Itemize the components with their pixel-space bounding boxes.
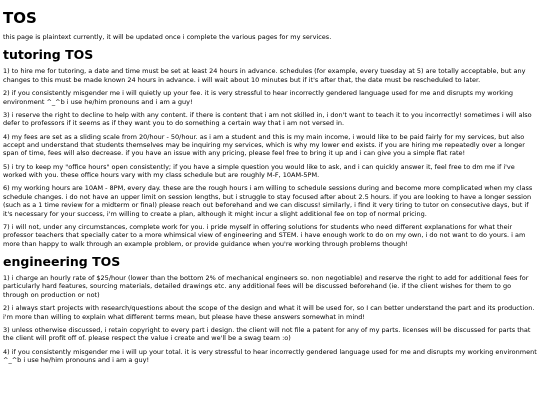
tutoring-item-1: 1) to hire me for tutoring, a date and time must be set at least 24 hours in advance. schedules (for example, every tuesday at 5) are totally acceptable, but any changes to this must be made known 24 hours in advance. i will wait about 10 minutes but if it's after that, the date must be rescheduled to later. [3,67,526,84]
intro-text: this page is plaintext currently, it will be updated once i complete the various pages for my services. [3,33,332,41]
tutoring-item-6: 6) my working hours are 10AM - 8PM, every day. these are the rough hours i am willing to schedule sessions during and become more complicated when my class schedule changes. i do not have an upper limit on session lengths, but i struggle to stay focused after about 2.5 hours. if you are looking to have a longer session (such as a 1 time review for a midterm or final) please reach out beforehand and we can discuss! similarly, i find it very tiring to tutor on consecutive days, but if it's necessary for your success, i'm willing to create a plan, although it might incur a slight additional fee on top of normal pricing. [3,184,533,218]
engineering-item-4: 4) if you consistently misgender me i will up your total. it is very stressful to hear incorrectly gendered language used for me and disrupts my working environment ^_^b i use he/him pronouns and i am a guy! [3,347,537,364]
engineering-item-3: 3) unless otherwise discussed, i retain copyright to every part i design. the client will not file a patent for any of my parts. licenses will be discussed for parts that the client will profit off of. please respect the value i create and we'll be a swag team :o) [3,325,531,343]
tutoring-item-2: 2) if you consistently misgender me i will quietly up your fee. it is very stressful to hear incorrectly gendered language used for me and disrupts my working environment ^_^b i use he/him pronouns and i am a guy! [3,89,514,106]
tutoring-item-7: 7) i will not, under any circumstances, complete work for you. i pride myself in offering solutions for students who need different explanations for what their professor teachers that specially cater to a more whimsical view of engineering and STEM. i have enough work to do on my own, i do not want to do yours. i am more than happy to walk through an example problem, or provide guidance when you're working through problems though! [3,222,526,248]
tutoring-item-5: 5) i try to keep my "office hours" open consistently; if you have a simple question you would like to ask, and i can quickly answer it, feel free to dm me if i've worked with you. these office hours vary with my class schedule but are roughly M-F, 10AM-5PM. [3,162,515,180]
tutoring-item-3: 3) i reserve the right to decline to help with any content. if there is content that i am not skilled in, i don't want to teach it to you incorrectly! sometimes i will also defer to professors if it seems as if they want you to do something a certain way that i am not versed in. [3,110,532,128]
tutoring-heading: tutoring TOS [3,47,94,63]
engineering-heading: engineering TOS [3,254,121,270]
engineering-item-1: 1) i charge an hourly rate of $25/hour (lower than the bottom 2% of mechanical engineers so. non negotiable) and reserve the right to add for additional fees for particularly hard features, sourcing materials, detailed drawings etc. any additional fees will be discussed beforehand (ie. if the client wishes for them to go through on production or not) [3,274,529,299]
tutoring-item-4: 4) my fees are set as a sliding scale from 20/hour - 50/hour. as i am a student and this is my main income, i would like to be paid fairly for my services, but also accept and understand that students themselves may be inquiring my services, which is why my lower end exists. if you are hiring me repeatedly over a longer span of time, fees will also decrease. if you have an issue with any pricing, please feel free to bring it up and i can give you a simple flat rate! [3,132,525,158]
page-title: TOS [3,9,37,27]
engineering-item-2: 2) i always start projects with research/questions about the scope of the design and what it will be used for, so I can better understand the part and its production. i'm more than willing to explain what different terms mean, but please have these answers somewhat in mind! [3,304,535,321]
